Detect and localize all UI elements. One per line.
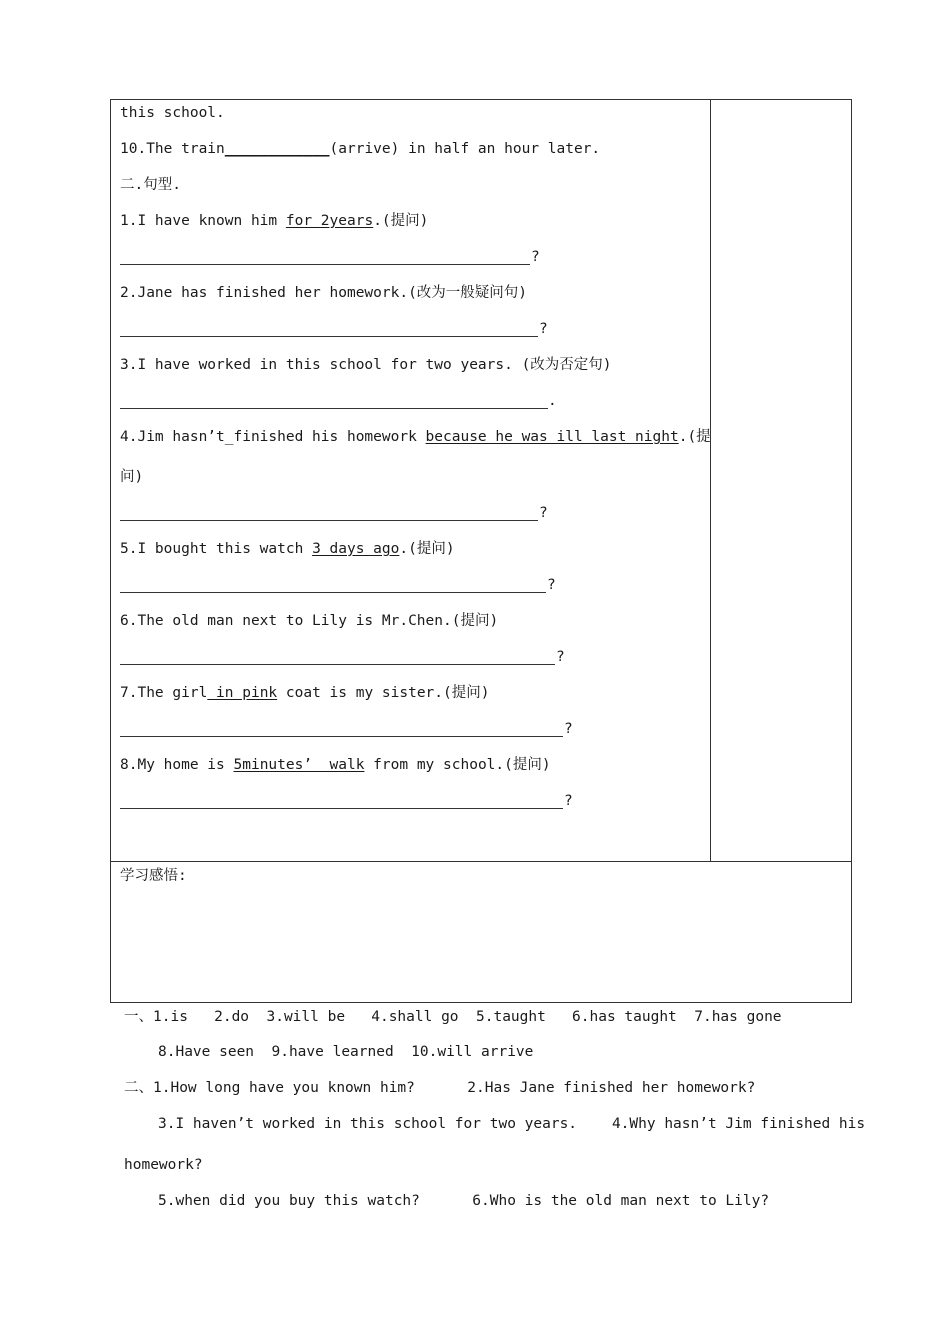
question-10 <box>120 140 600 158</box>
answer-blank-7[interactable] <box>120 736 563 737</box>
q10-blank: ____________ <box>224 141 330 157</box>
question-8 <box>120 756 551 774</box>
answer-key-line-4: 3.I haven’t worked in this school for two years. 4.Why hasn’t Jim finished his <box>158 1116 866 1132</box>
answer-blank-3[interactable] <box>120 408 548 409</box>
q5-instruction: .(提问) <box>399 541 455 557</box>
question-4-continued: 问) <box>120 469 144 485</box>
q5-text: 5.I bought this watch <box>120 541 313 557</box>
question-7 <box>120 684 489 702</box>
answer-key-line-3: 二、1.How long have you known him? 2.Has Jane finished her homework? <box>124 1080 756 1096</box>
q8-underlined: 5minutes’ walk <box>233 757 365 773</box>
q1-instruction: .(提问) <box>373 213 429 229</box>
q1-end-mark: ? <box>531 249 540 265</box>
q4-end-mark: ? <box>539 505 548 521</box>
q8-instruction: from my school.(提问) <box>364 757 551 773</box>
q10-suffix: (arrive) in half an hour later. <box>329 141 601 157</box>
q2-end-mark: ? <box>539 321 548 337</box>
q7-instruction: coat is my sister.(提问) <box>277 685 490 701</box>
q7-underlined: in pink <box>207 685 278 701</box>
question-6 <box>120 612 498 630</box>
answer-key-line-1: 一、1.is 2.do 3.will be 4.shall go 5.taught 6.has taught 7.has gone <box>124 1009 782 1025</box>
q1-text: 1.I have known him <box>120 213 286 229</box>
answer-key-line-5: homework? <box>124 1157 203 1173</box>
answer-blank-5[interactable] <box>120 592 546 593</box>
q5-end-mark: ? <box>547 577 556 593</box>
question-2 <box>120 284 527 302</box>
q4-instruction: .(提 <box>678 429 711 445</box>
question-4 <box>120 428 711 446</box>
answer-key-line-6: 5.when did you buy this watch? 6.Who is the old man next to Lily? <box>158 1193 770 1209</box>
q4-text: 4.Jim hasn’t_finished his homework <box>120 429 426 445</box>
answer-blank-6[interactable] <box>120 664 555 665</box>
continued-text: this school. <box>120 105 225 121</box>
q10-prefix: 10.The train <box>120 141 225 157</box>
q8-end-mark: ? <box>564 793 573 809</box>
answer-blank-8[interactable] <box>120 808 563 809</box>
answer-key-line-2: 8.Have seen 9.have learned 10.will arrive <box>158 1044 534 1060</box>
reflection-cell <box>110 861 852 1003</box>
section2-heading: 二.句型. <box>120 177 181 193</box>
answer-blank-2[interactable] <box>120 336 538 337</box>
q3-end-mark: . <box>548 393 557 409</box>
reflection-label: 学习感悟: <box>120 868 187 884</box>
answer-blank-4[interactable] <box>120 520 538 521</box>
q3-text: 3.I have worked in this school for two years. (改为否定句) <box>120 357 612 373</box>
q5-underlined: 3 days ago <box>312 541 400 557</box>
q8-text: 8.My home is <box>120 757 234 773</box>
q7-end-mark: ? <box>564 721 573 737</box>
q1-underlined: for 2years <box>285 213 374 229</box>
q6-end-mark: ? <box>556 649 565 665</box>
question-3 <box>120 356 612 374</box>
question-1 <box>120 212 428 230</box>
side-cell <box>710 99 852 862</box>
q7-text: 7.The girl <box>120 685 208 701</box>
answer-blank-1[interactable] <box>120 264 530 265</box>
q6-text: 6.The old man next to Lily is Mr.Chen.(提问) <box>120 613 499 629</box>
question-5 <box>120 540 455 558</box>
q2-text: 2.Jane has finished her homework.(改为一般疑问句) <box>120 285 528 301</box>
q4-underlined: because he was ill last night <box>425 429 679 445</box>
